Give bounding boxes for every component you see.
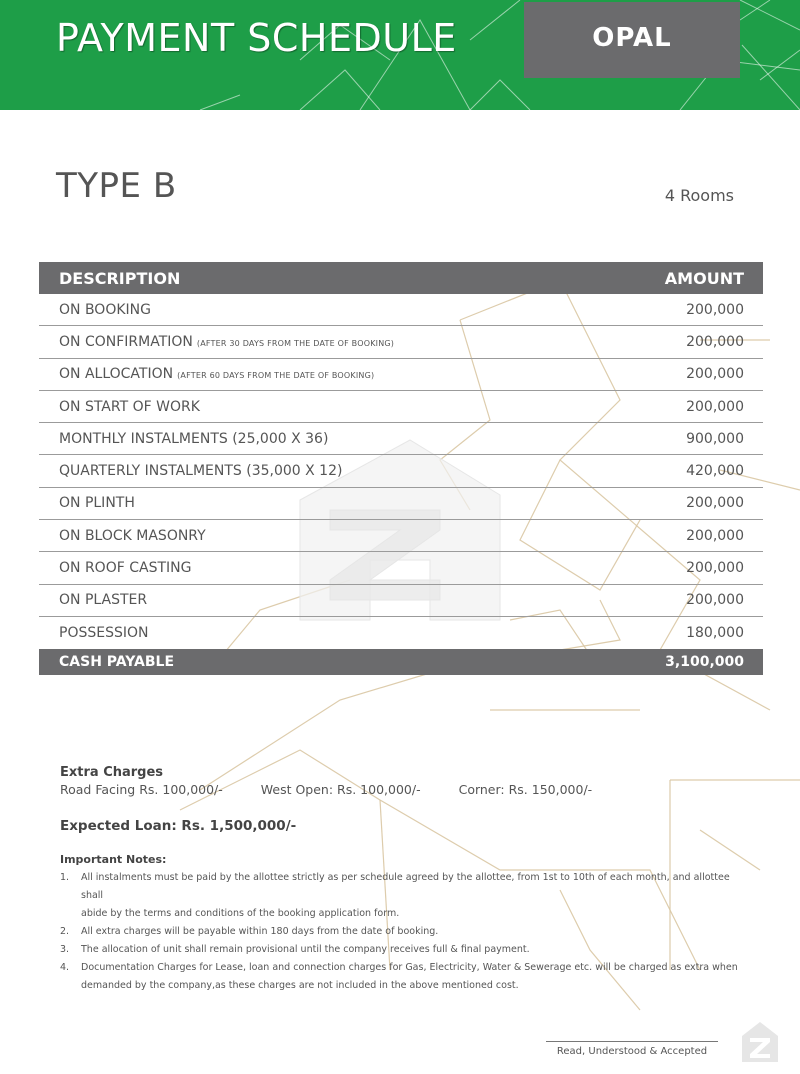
table-row xyxy=(39,423,763,455)
table-row xyxy=(39,359,763,391)
row-amount: 200,000 xyxy=(686,592,744,609)
row-amount: 200,000 xyxy=(686,495,744,512)
row-description: ON PLINTH xyxy=(59,495,135,512)
extra-charges xyxy=(60,765,626,797)
extra-charges-title: Extra Charges xyxy=(60,765,164,780)
table-row xyxy=(39,391,763,423)
header-amount: AMOUNT xyxy=(664,268,744,288)
expected-loan: Expected Loan: Rs. 1,500,000/- xyxy=(60,818,297,834)
row-description: ON ROOF CASTING xyxy=(59,560,192,577)
signature-line xyxy=(546,1041,718,1042)
row-description: ON BOOKING xyxy=(59,301,151,318)
table-row xyxy=(39,552,763,584)
total-amount: 3,100,000 xyxy=(665,654,744,671)
row-amount: 200,000 xyxy=(686,333,744,350)
list-item: 1. All instalments must be paid by the allottee strictly as per schedule agreed by the allottee, from 1st to 10th of each month, and allottee shall xyxy=(60,872,730,901)
total-label: CASH PAYABLE xyxy=(59,654,175,671)
row-amount: 200,000 xyxy=(686,398,744,415)
house-logo-icon xyxy=(738,1018,782,1064)
list-item: demanded by the company,as these charges are not included in the above mentioned cost. xyxy=(81,980,519,991)
table-row xyxy=(39,488,763,520)
row-description: MONTHLY INSTALMENTS (25,000 X 36) xyxy=(59,430,329,447)
row-description: ON START OF WORK xyxy=(59,398,200,415)
row-amount: 200,000 xyxy=(686,301,744,318)
list-item: abide by the terms and conditions of the booking application form. xyxy=(81,908,400,919)
important-notes xyxy=(60,853,750,995)
extra-charge-corner: Corner: Rs. 150,000/- xyxy=(458,782,593,797)
row-description: ON CONFIRMATION (AFTER 30 DAYS FROM THE DATE OF BOOKING) xyxy=(59,333,395,350)
row-note: (AFTER 60 DAYS FROM THE DATE OF BOOKING) xyxy=(177,371,375,381)
extra-charge-west-open: West Open: Rs. 100,000/- xyxy=(260,782,421,797)
extra-charge-road-facing: Road Facing Rs. 100,000/- xyxy=(60,782,223,797)
row-note: (AFTER 30 DAYS FROM THE DATE OF BOOKING) xyxy=(196,338,395,348)
rooms-count: 4 Rooms xyxy=(664,186,734,205)
row-description: ON PLASTER xyxy=(59,592,148,609)
notes-list xyxy=(60,869,750,995)
unit-type-title: TYPE B xyxy=(56,166,177,206)
row-description: POSSESSION xyxy=(59,625,149,642)
page-title: PAYMENT SCHEDULE xyxy=(56,16,457,60)
row-amount: 200,000 xyxy=(686,366,744,383)
table-row xyxy=(39,294,763,326)
table-row xyxy=(39,585,763,617)
payment-table xyxy=(39,262,763,675)
row-description: QUARTERLY INSTALMENTS (35,000 X 12) xyxy=(59,463,343,480)
list-item: 4. Documentation Charges for Lease, loan and connection charges for Gas, Electricity, Water & Sewerage etc. will be charged as extra when xyxy=(60,962,738,973)
list-item: 2. All extra charges will be payable within 180 days from the date of booking. xyxy=(60,926,439,937)
table-row xyxy=(39,520,763,552)
brand-box xyxy=(524,2,740,78)
brand-name: OPAL xyxy=(592,23,672,53)
table-header xyxy=(39,262,763,294)
extra-charges-list xyxy=(60,782,626,797)
list-item: 3. The allocation of unit shall remain provisional until the company receives full & final payment. xyxy=(60,944,530,955)
row-amount: 200,000 xyxy=(686,560,744,577)
row-amount: 180,000 xyxy=(686,625,744,642)
notes-title: Important Notes: xyxy=(60,853,167,866)
table-row xyxy=(39,455,763,487)
row-description: ON BLOCK MASONRY xyxy=(59,527,206,544)
table-row xyxy=(39,617,763,649)
table-row xyxy=(39,326,763,358)
header-banner xyxy=(0,0,800,110)
table-total-row xyxy=(39,649,763,675)
row-amount: 200,000 xyxy=(686,527,744,544)
signature-label: Read, Understood & Accepted xyxy=(556,1046,708,1057)
header-description: DESCRIPTION xyxy=(59,268,181,288)
row-amount: 420,000 xyxy=(686,463,744,480)
row-description: ON ALLOCATION (AFTER 60 DAYS FROM THE DATE OF BOOKING) xyxy=(59,366,375,383)
row-amount: 900,000 xyxy=(686,430,744,447)
